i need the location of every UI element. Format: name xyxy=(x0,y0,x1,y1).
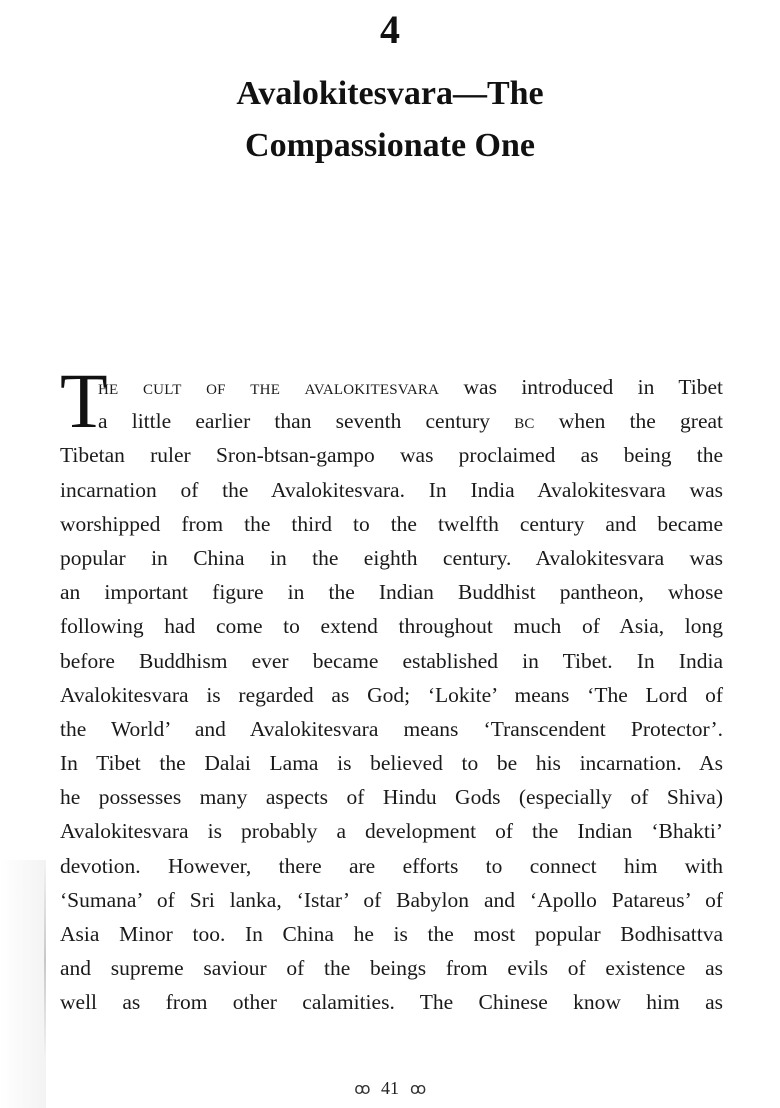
body-line-8: following had come to extend throughout much of Asia, long xyxy=(60,614,723,639)
body-line-10: Avalokitesvara is regarded as God; ‘Lokite’ means ‘The Lord of xyxy=(60,682,723,707)
body-line-2 xyxy=(60,404,723,438)
page-number: 41 xyxy=(381,1078,399,1098)
body-line-3: Tibetan ruler Sron-btsan-gampo was proclaimed as being the xyxy=(60,443,723,468)
body-line-14: Avalokitesvara is probably a development of the Indian ‘Bhakti’ xyxy=(60,819,723,844)
page-footer xyxy=(0,1078,780,1099)
chapter-title-line-2: Compassionate One xyxy=(245,127,535,164)
body-line-4: incarnation of the Avalokitesvara. In India Avalokitesvara was xyxy=(60,477,723,502)
body-line-2-prefix: a little earlier than seventh century xyxy=(98,409,515,434)
body-paragraph xyxy=(60,357,723,1020)
body-line-12: In Tibet the Dalai Lama is believed to be his incarnation. As xyxy=(60,751,723,776)
body-line-6: popular in China in the eighth century. Avalokitesvara was xyxy=(60,545,723,570)
opening-smallcaps: he cult of the avalokitesvara xyxy=(98,375,440,399)
chapter-title-line-1: Avalokitesvara—The xyxy=(236,75,544,112)
body-line-2-suffix: when the great xyxy=(534,409,723,434)
body-line-18: and supreme saviour of the beings from evils of existence as xyxy=(60,956,723,981)
chapter-title xyxy=(0,68,780,172)
body-line-11: the World’ and Avalokitesvara means ‘Transcendent Protector’. xyxy=(60,716,723,741)
scan-shadow xyxy=(0,860,46,1108)
body-line-16: ‘Sumana’ of Sri lanka, ‘Istar’ of Babylon and ‘Apollo Patareus’ of xyxy=(60,887,723,912)
body-line-9: before Buddhism ever became established in Tibet. In India xyxy=(60,648,723,673)
ornament-right-icon: ꝏ xyxy=(409,1079,426,1098)
body-line-7: an important figure in the Indian Buddhist pantheon, whose xyxy=(60,580,723,605)
scan-edge-line xyxy=(44,860,46,1060)
body-line-17: Asia Minor too. In China he is the most popular Bodhisattva xyxy=(60,922,723,946)
drop-cap: T xyxy=(60,357,108,444)
era-abbreviation: bc xyxy=(514,409,535,434)
chapter-number: 4 xyxy=(380,7,400,52)
ornament-left-icon: ꝏ xyxy=(354,1079,371,1098)
body-line-15: devotion. However, there are efforts to connect him with xyxy=(60,853,723,878)
body-line-5: worshipped from the third to the twelfth century and became xyxy=(60,511,723,536)
body-line-1-rest: was introduced in Tibet xyxy=(439,375,723,399)
body-line-13: he possesses many aspects of Hindu Gods (especially of Shiva) xyxy=(60,785,723,810)
body-line-1 xyxy=(60,370,723,404)
body-line-19: well as from other calamities. The Chinese know him as xyxy=(60,990,723,1015)
